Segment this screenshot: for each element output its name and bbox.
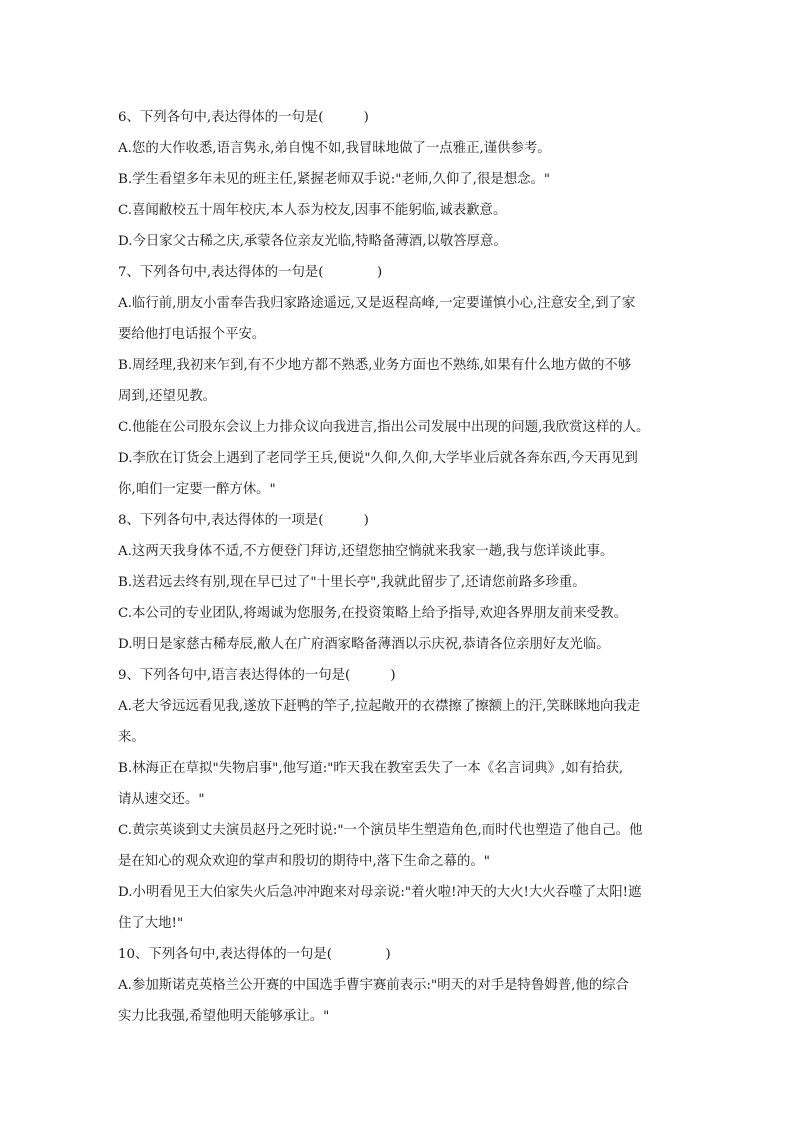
question-stem: 6、下列各句中,表达得体的一句是( ) (118, 110, 369, 125)
option-line: 你,咱们一定要一醉方休。" (118, 482, 276, 497)
question-block (118, 939, 678, 1032)
option-line: C.喜闻敝校五十周年校庆,本人忝为校友,因事不能躬临,诚表歉意。 (118, 203, 507, 218)
option-line: 来。 (118, 730, 145, 745)
option-line: A.这两天我身体不适,不方便登门拜访,还望您抽空惝就来我家一趟,我与您详谈此事。 (118, 544, 614, 559)
option-line: 周到,还望见教。 (118, 389, 216, 404)
question-stem: 9、下列各句中,语言表达得体的一句是( ) (118, 668, 396, 683)
option-line: B.周经理,我初来乍到,有不少地方都不熟悉,业务方面也不熟练,如果有什么地方做的不够 (118, 358, 632, 373)
question-block (118, 257, 678, 505)
option-line: A.参加斯诺克英格兰公开赛的中国选手曹宇赛前表示:"明天的对手是特鲁姆普,他的综合 (118, 978, 629, 993)
option-line: B.学生看望多年未见的班主任,紧握老师双手说:"老师,久仰了,很是想念。" (118, 172, 551, 187)
option-line: D.今日家父古稀之庆,承蒙各位亲友光临,特略备薄酒,以敬答厚意。 (118, 234, 507, 249)
option-line: A.老大爷远远看见我,遂放下赶鸭的竿子,拉起敞开的衣襟擦了擦额上的汗,笑眯眯地向我走 (118, 699, 641, 714)
question-stem: 8、下列各句中,表达得体的一项是( ) (118, 513, 369, 528)
option-line: B.林海正在草拟"失物启事",他写道:"昨天我在教室丢失了一本《名言词典》,如有拾获, (118, 761, 624, 776)
option-line: 住了大地!" (118, 916, 184, 931)
option-line: A.临行前,朋友小雷奉告我归家路途遥远,又是返程高峰,一定要谨慎小心,注意安全,到了家 (118, 296, 636, 311)
option-line: C.黄宗英谈到丈夫演员赵丹之死时说:"一个演员毕生塑造角色,而时代也塑造了他自己。他 (118, 823, 643, 838)
option-line: 是在知心的观众欢迎的掌声和殷切的期待中,落下生命之幕的。" (118, 854, 490, 869)
option-line: C.本公司的专业团队,将竭诚为您服务,在投资策略上给予指导,欢迎各界朋友前来受教。 (118, 606, 627, 621)
question-stem: 10、下列各句中,表达得体的一句是( ) (118, 947, 391, 962)
option-line: 实力比我强,希望他明天能够承让。" (118, 1009, 330, 1024)
option-line: B.送君远去终有别,现在早已过了"十里长亭",我就此留步了,还请您前路多珍重。 (118, 575, 586, 590)
question-block (118, 505, 678, 660)
question-block (118, 102, 678, 257)
question-stem: 7、下列各句中,表达得体的一句是( ) (118, 265, 383, 280)
option-line: 请从速交还。" (118, 792, 205, 807)
option-line: D.小明看见王大伯家失火后急冲冲跑来对母亲说:"着火啦!冲天的大火!大火吞噬了太阳!遮 (118, 885, 642, 900)
option-line: C.他能在公司股东会议上力排众议向我进言,指出公司发展中出现的问题,我欣赏这样的人。 (118, 420, 650, 435)
option-line: D.明日是家慈古稀寿辰,敝人在广府酒家略备薄酒以示庆祝,恭请各位亲朋好友光临。 (118, 637, 610, 652)
document-body (118, 102, 678, 1032)
option-line: D.李欣在订货会上遇到了老同学王兵,便说"久仰,久仰,大学毕业后就各奔东西,今天再见到 (118, 451, 638, 466)
question-block (118, 660, 678, 939)
option-line: 要给他打电话报个平安。 (118, 327, 266, 342)
option-line: A.您的大作收悉,语言隽永,弟自愧不如,我冒昧地做了一点雅正,谨供参考。 (118, 141, 551, 156)
